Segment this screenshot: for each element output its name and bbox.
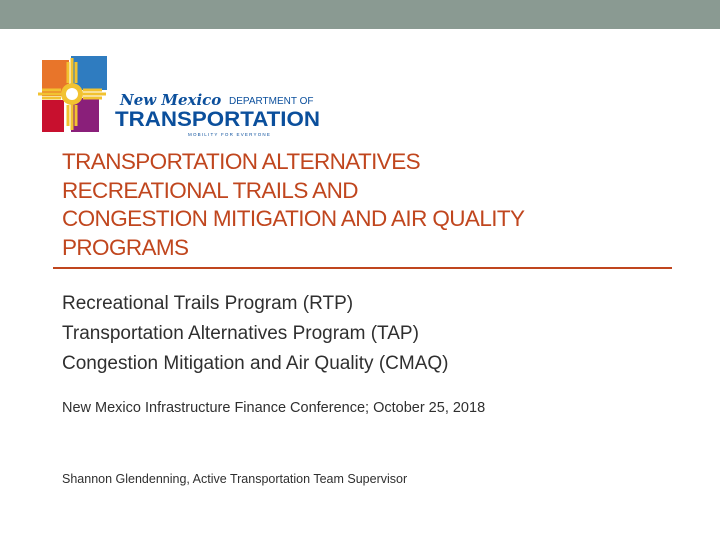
- logo-block-red: [42, 100, 64, 132]
- program-list: [62, 289, 449, 379]
- top-band: [0, 0, 720, 29]
- title-line: CONGESTION MITIGATION AND AIR QUALITY: [62, 206, 525, 231]
- nmdot-logo-graphic: [38, 54, 338, 146]
- title-line: TRANSPORTATION ALTERNATIVES: [62, 149, 421, 174]
- nmdot-logo: [38, 54, 338, 146]
- slide-title: [62, 148, 682, 262]
- logo-department-text: DEPARTMENT OF: [229, 96, 314, 107]
- title-line: RECREATIONAL TRAILS AND: [62, 177, 358, 203]
- presenter-line: Shannon Glendenning, Active Transportation Team Supervisor: [62, 472, 408, 486]
- title-divider: [53, 267, 672, 269]
- program-item-tap: Transportation Alternatives Program (TAP): [62, 323, 419, 344]
- conference-line: New Mexico Infrastructure Finance Conference; October 25, 2018: [62, 400, 486, 416]
- program-item-rtp: Recreational Trails Program (RTP): [62, 293, 354, 314]
- logo-tagline: MOBILITY FOR EVERYONE: [188, 132, 272, 137]
- program-item-cmaq: Congestion Mitigation and Air Quality (CMAQ): [62, 353, 449, 374]
- logo-agency-text: TRANSPORTATION: [115, 108, 320, 131]
- title-line: PROGRAMS: [62, 234, 189, 260]
- logo-script-text: New Mexico: [120, 91, 222, 109]
